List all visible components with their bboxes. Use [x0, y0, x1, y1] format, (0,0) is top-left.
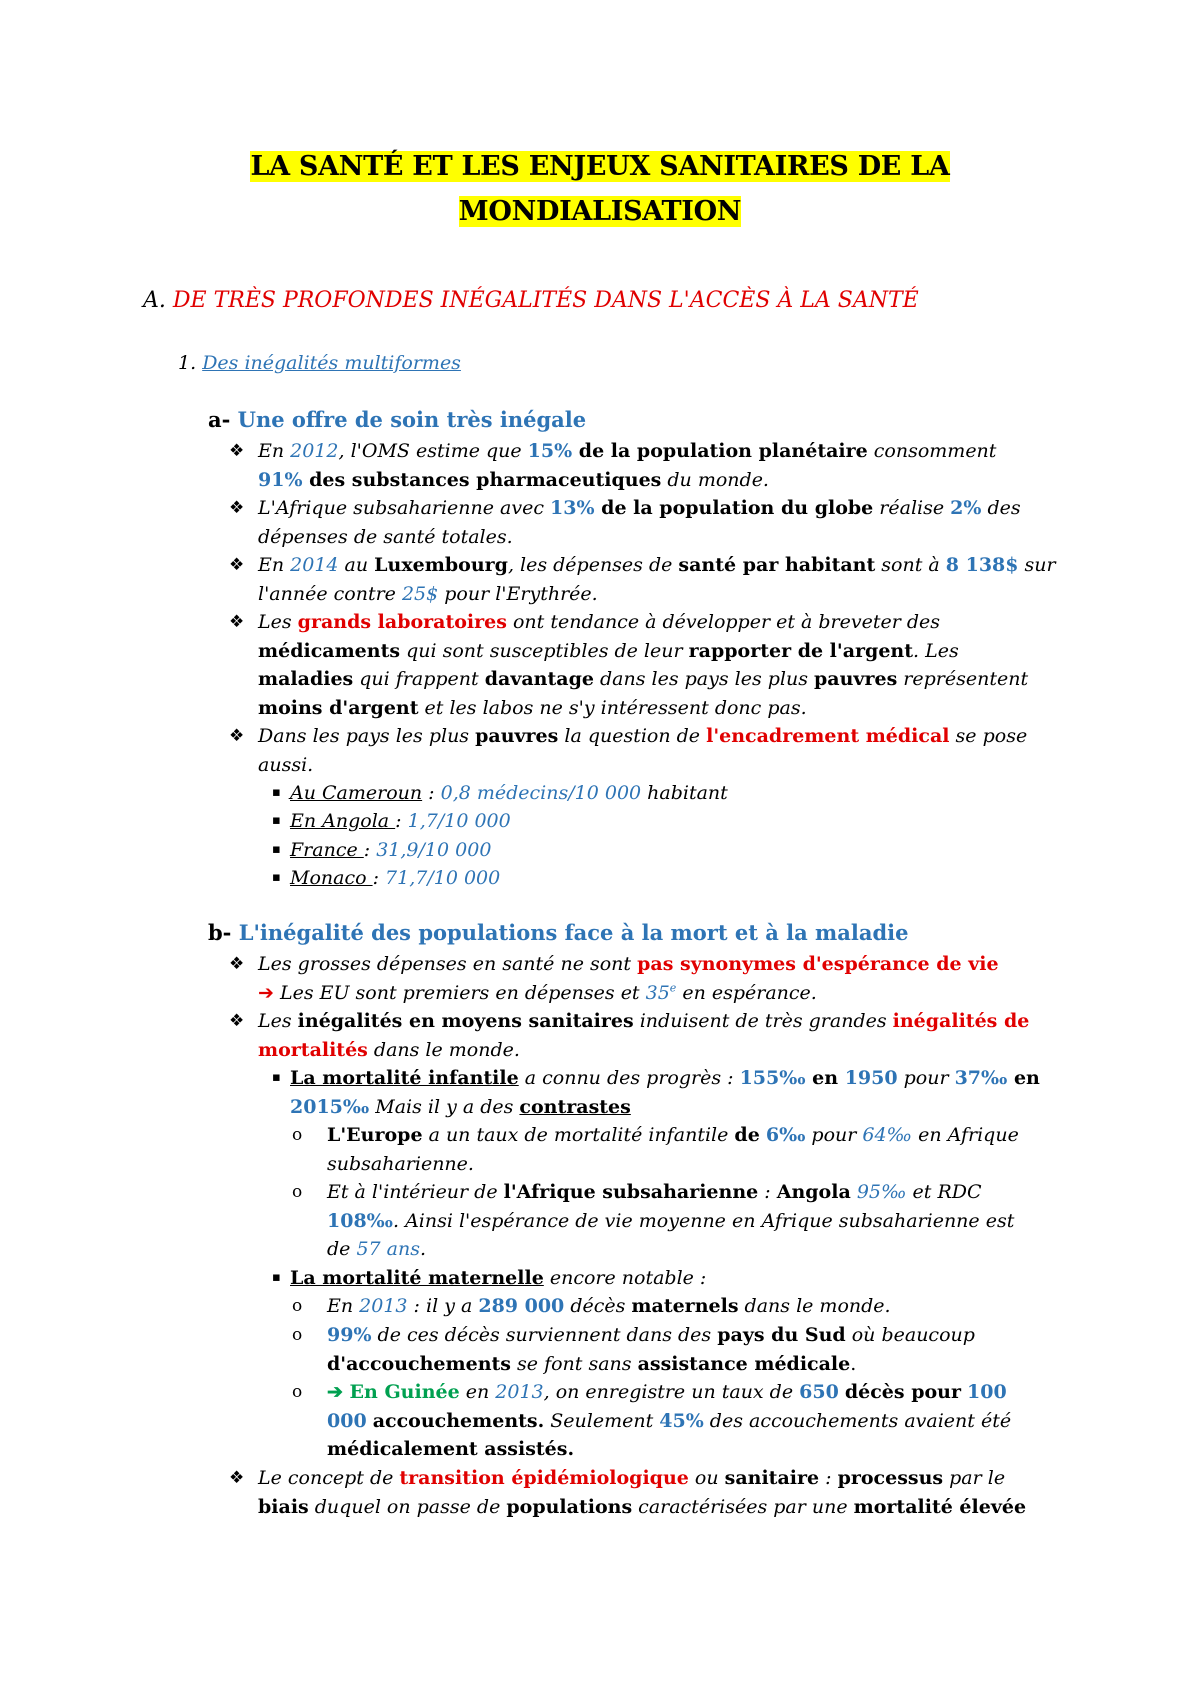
- diamond-bullet-icon: ❖: [229, 555, 245, 575]
- text-run: Monaco: [290, 867, 373, 889]
- text-run: a un taux de mortalité infantile: [422, 1124, 735, 1146]
- diamond-bullet-icon: ❖: [229, 954, 245, 974]
- bullet-transition: [229, 1464, 1027, 1521]
- text-run: sont à: [875, 554, 946, 576]
- text-run: a connu des progrès :: [518, 1067, 740, 1089]
- diamond-bullet-icon: ❖: [229, 1468, 245, 1488]
- text-run: assistance médicale: [637, 1352, 851, 1375]
- text-run: l'année contre: [258, 582, 402, 605]
- text-run: .: [419, 1238, 427, 1260]
- text-run: Dans les pays les plus: [258, 725, 476, 747]
- text-run: , l'OMS estime que: [338, 440, 528, 462]
- list-item-deces-2013: [292, 1292, 891, 1321]
- text-run: la population planétaire: [610, 440, 868, 462]
- text-run: induisent de très grandes: [633, 1010, 893, 1032]
- text-run: 2015‰: [290, 1095, 370, 1118]
- text-run: inégalités de: [892, 1010, 1030, 1032]
- text-run: maladies: [258, 668, 354, 690]
- text-run: et RDC: [906, 1181, 982, 1203]
- text-run: 155‰: [739, 1067, 806, 1089]
- list-item-europe: [292, 1121, 1019, 1178]
- text-run: encore notable :: [543, 1267, 707, 1289]
- text-run: accouchements.: [372, 1409, 545, 1432]
- diamond-bullet-icon: ❖: [229, 726, 245, 746]
- text-run: En Guinée: [342, 1381, 460, 1403]
- text-run: 35: [645, 981, 670, 1004]
- text-run: .: [850, 1352, 857, 1375]
- text-run: des accouchements avaient été: [703, 1409, 1012, 1432]
- text-run: Les EU sont premiers en dépenses et: [273, 981, 646, 1004]
- text-run: 95‰: [856, 1181, 907, 1203]
- text-run: :: [395, 810, 408, 832]
- square-bullet-icon: ▪: [272, 842, 281, 857]
- bullet-afrique: [229, 494, 1021, 551]
- text-run: se font sans: [511, 1352, 638, 1375]
- page-title: LA SANTÉ ET LES ENJEUX SANITAIRES DE LA MONDIALISATION: [250, 151, 950, 227]
- text-run: 2013: [359, 1295, 408, 1317]
- text-run: : il y a: [407, 1295, 479, 1317]
- text-run: Luxembourg: [374, 554, 508, 576]
- text-run: Mais il y a des: [369, 1095, 520, 1118]
- list-item-angola: [272, 807, 511, 836]
- text-run: Les: [258, 1010, 298, 1032]
- text-run: au: [338, 554, 375, 576]
- square-bullet-icon: ▪: [272, 1270, 281, 1285]
- text-run: e: [669, 981, 677, 995]
- text-run: de: [327, 1238, 357, 1260]
- text-run: Angola: [776, 1181, 851, 1203]
- text-run: médicaments: [258, 639, 401, 662]
- diamond-bullet-icon: ❖: [229, 441, 245, 461]
- text-run: En: [258, 440, 291, 462]
- text-run: qui frappent: [353, 668, 485, 690]
- text-run: de: [572, 440, 611, 462]
- text-run: en: [459, 1381, 496, 1403]
- list-item-afrique-angola-rdc: [292, 1178, 1015, 1264]
- text-run: pour l'Erythrée.: [438, 582, 598, 605]
- text-run: 71,7/10 000: [385, 867, 501, 889]
- text-run: 100: [967, 1381, 1007, 1403]
- text-run: Le concept de: [258, 1467, 400, 1489]
- text-run: 45%: [659, 1409, 704, 1432]
- diamond-bullet-icon: ❖: [229, 498, 245, 518]
- bullet-oms: [229, 437, 997, 494]
- text-run: aussi.: [258, 753, 314, 776]
- square-bullet-icon: ▪: [272, 870, 281, 885]
- circle-bullet-icon: o: [292, 1125, 303, 1145]
- text-run: sanitaire: [724, 1467, 820, 1489]
- text-run: par le: [943, 1467, 1006, 1489]
- text-run: mortalités: [258, 1038, 368, 1061]
- text-run: La mortalité infantile: [290, 1067, 519, 1089]
- text-run: pour: [897, 1067, 955, 1089]
- text-run: ont tendance à développer et à breveter des: [506, 611, 940, 633]
- text-run: dans le monde.: [367, 1038, 520, 1061]
- text-run: , on enregistre un taux de: [543, 1381, 800, 1403]
- text-run: :: [819, 1467, 838, 1489]
- text-run: dépenses de santé totales.: [258, 525, 513, 548]
- text-run: , les dépenses de: [507, 554, 679, 576]
- text-run: du monde.: [661, 468, 769, 491]
- text-run: 13%: [550, 497, 595, 519]
- text-run: pays du Sud: [717, 1324, 846, 1346]
- text-run: dans les pays les plus: [593, 668, 815, 690]
- arrow-right-icon: ➔: [327, 1381, 343, 1403]
- text-run: 2%: [950, 497, 982, 519]
- text-run: 99%: [327, 1324, 372, 1346]
- text-run: :: [363, 839, 377, 861]
- text-run: santé par habitant: [678, 554, 876, 576]
- text-run: pauvres: [814, 668, 898, 690]
- text-run: pour: [805, 1124, 863, 1146]
- text-run: pauvres: [475, 725, 559, 747]
- subsection-1-heading: 1. Des inégalités multiformes: [178, 352, 461, 374]
- text-run: représentent: [897, 668, 1029, 690]
- text-run: en: [805, 1067, 845, 1089]
- text-run: rapporter de l'argent: [688, 639, 913, 662]
- circle-bullet-icon: o: [292, 1382, 303, 1402]
- bullet-inegalites-moyens: [229, 1007, 1030, 1064]
- text-run: 1,7/10 000: [407, 810, 511, 832]
- bullet-encadrement: [229, 722, 1028, 779]
- text-run: 25$: [401, 582, 439, 605]
- text-run: Et à l'intérieur de: [327, 1181, 504, 1203]
- text-run: France: [290, 839, 364, 861]
- list-item-france: [272, 836, 492, 865]
- text-run: 57 ans: [356, 1238, 420, 1260]
- heading-b: b- L'inégalité des populations face à la mort et à la maladie: [208, 920, 909, 945]
- text-run: se pose: [949, 725, 1028, 747]
- text-run: 0,8 médecins/10 000: [440, 782, 642, 804]
- text-run: décès pour: [844, 1381, 961, 1403]
- text-run: Au Cameroun: [290, 782, 423, 804]
- text-run: En Angola: [290, 810, 396, 832]
- text-run: :: [372, 867, 386, 889]
- diamond-bullet-icon: ❖: [229, 1011, 245, 1031]
- text-run: subsaharienne.: [327, 1152, 474, 1175]
- text-run: médicalement assistés.: [327, 1438, 575, 1460]
- text-run: 31,9/10 000: [376, 839, 492, 861]
- text-run: maternels: [631, 1295, 739, 1317]
- bullet-depenses: [229, 950, 999, 1007]
- text-run: 650: [799, 1381, 839, 1403]
- text-run: 1950: [844, 1067, 898, 1089]
- text-run: 2014: [290, 554, 339, 576]
- list-item-monaco: [272, 864, 501, 893]
- text-run: transition épidémiologique: [399, 1467, 689, 1489]
- text-run: en Afrique: [912, 1124, 1019, 1146]
- arrow-right-icon: ➔: [258, 981, 274, 1004]
- text-run: l'encadrement médical: [706, 725, 950, 747]
- bullet-luxembourg: [229, 551, 1056, 608]
- text-run: :: [758, 1181, 777, 1203]
- text-run: 8 138$: [945, 554, 1019, 576]
- text-run: en: [1007, 1067, 1040, 1089]
- text-run: de ces décès surviennent dans des: [371, 1324, 718, 1346]
- text-run: qui sont susceptibles de leur: [400, 639, 689, 662]
- text-run: 2013: [495, 1381, 544, 1403]
- text-run: de: [734, 1124, 760, 1146]
- text-run: Les grosses dépenses en santé ne sont: [258, 953, 638, 975]
- text-run: davantage: [484, 668, 594, 690]
- text-run: populations: [506, 1495, 633, 1518]
- text-run: La mortalité maternelle: [290, 1267, 544, 1289]
- list-item-guinee: [292, 1378, 1012, 1464]
- text-run: En: [258, 554, 291, 576]
- square-bullet-icon: ▪: [272, 1070, 281, 1085]
- text-run: en espérance.: [676, 981, 817, 1004]
- text-run: duquel on passe de: [308, 1495, 507, 1518]
- text-run: Seulement: [544, 1409, 660, 1432]
- text-run: 64‰: [862, 1124, 913, 1146]
- text-run: 6‰: [765, 1124, 806, 1146]
- text-run: 289 000: [478, 1295, 565, 1317]
- list-item-cameroun: [272, 779, 728, 808]
- text-run: caractérisées par une: [632, 1495, 854, 1518]
- text-run: des substances pharmaceutiques: [302, 468, 662, 491]
- text-run: moins d'argent: [258, 696, 419, 719]
- text-run: des: [981, 497, 1021, 519]
- text-run: 000: [327, 1409, 367, 1432]
- heading-a: a- Une offre de soin très inégale: [208, 407, 587, 432]
- text-run: L'Afrique subsaharienne avec: [258, 497, 551, 519]
- text-run: contrastes: [519, 1095, 631, 1118]
- text-run: d'accouchements: [327, 1352, 511, 1375]
- text-run: l'Afrique subsaharienne: [503, 1181, 759, 1203]
- text-run: où beaucoup: [845, 1324, 975, 1346]
- section-a-heading: A. DE TRÈS PROFONDES INÉGALITÉS DANS L'ACCÈS À LA SANTÉ: [143, 288, 919, 313]
- text-run: décès: [564, 1295, 632, 1317]
- text-run: dans le monde.: [738, 1295, 891, 1317]
- text-run: :: [422, 782, 441, 804]
- square-bullet-icon: ▪: [272, 785, 281, 800]
- text-run: pas synonymes d'espérance de vie: [637, 953, 999, 975]
- text-run: Les: [258, 611, 298, 633]
- text-run: . Ainsi l'espérance de vie moyenne en Afrique subsaharienne est: [392, 1209, 1015, 1232]
- text-run: sur: [1018, 554, 1056, 576]
- text-run: 2012: [290, 440, 339, 462]
- text-run: 37‰: [954, 1067, 1008, 1089]
- list-item-mortalite-maternelle: [272, 1264, 707, 1293]
- text-run: ou: [688, 1467, 725, 1489]
- text-run: consomment: [867, 440, 997, 462]
- text-run: inégalités en moyens sanitaires: [297, 1010, 634, 1032]
- text-run: de la population du globe: [594, 497, 874, 519]
- list-item-mortalite-infantile: [272, 1064, 1040, 1121]
- square-bullet-icon: ▪: [272, 813, 281, 828]
- text-run: 91%: [258, 468, 303, 491]
- text-run: grands laboratoires: [297, 611, 507, 633]
- diamond-bullet-icon: ❖: [229, 612, 245, 632]
- circle-bullet-icon: o: [292, 1296, 303, 1316]
- text-run: processus: [837, 1467, 944, 1489]
- text-run: L'Europe: [327, 1124, 423, 1146]
- circle-bullet-icon: o: [292, 1182, 303, 1202]
- text-run: habitant: [641, 782, 728, 804]
- text-run: 15%: [527, 440, 573, 462]
- text-run: et les labos ne s'y intéressent donc pas.: [418, 696, 807, 719]
- text-run: 108‰: [327, 1209, 393, 1232]
- text-run: . Les: [913, 639, 959, 662]
- text-run: la question de: [558, 725, 707, 747]
- text-run: biais: [258, 1495, 309, 1518]
- circle-bullet-icon: o: [292, 1325, 303, 1345]
- text-run: En: [327, 1295, 360, 1317]
- list-item-pays-du-sud: [292, 1321, 975, 1378]
- text-run: réalise: [873, 497, 951, 519]
- bullet-laboratoires: [229, 608, 1029, 722]
- text-run: mortalité élevée: [853, 1495, 1027, 1518]
